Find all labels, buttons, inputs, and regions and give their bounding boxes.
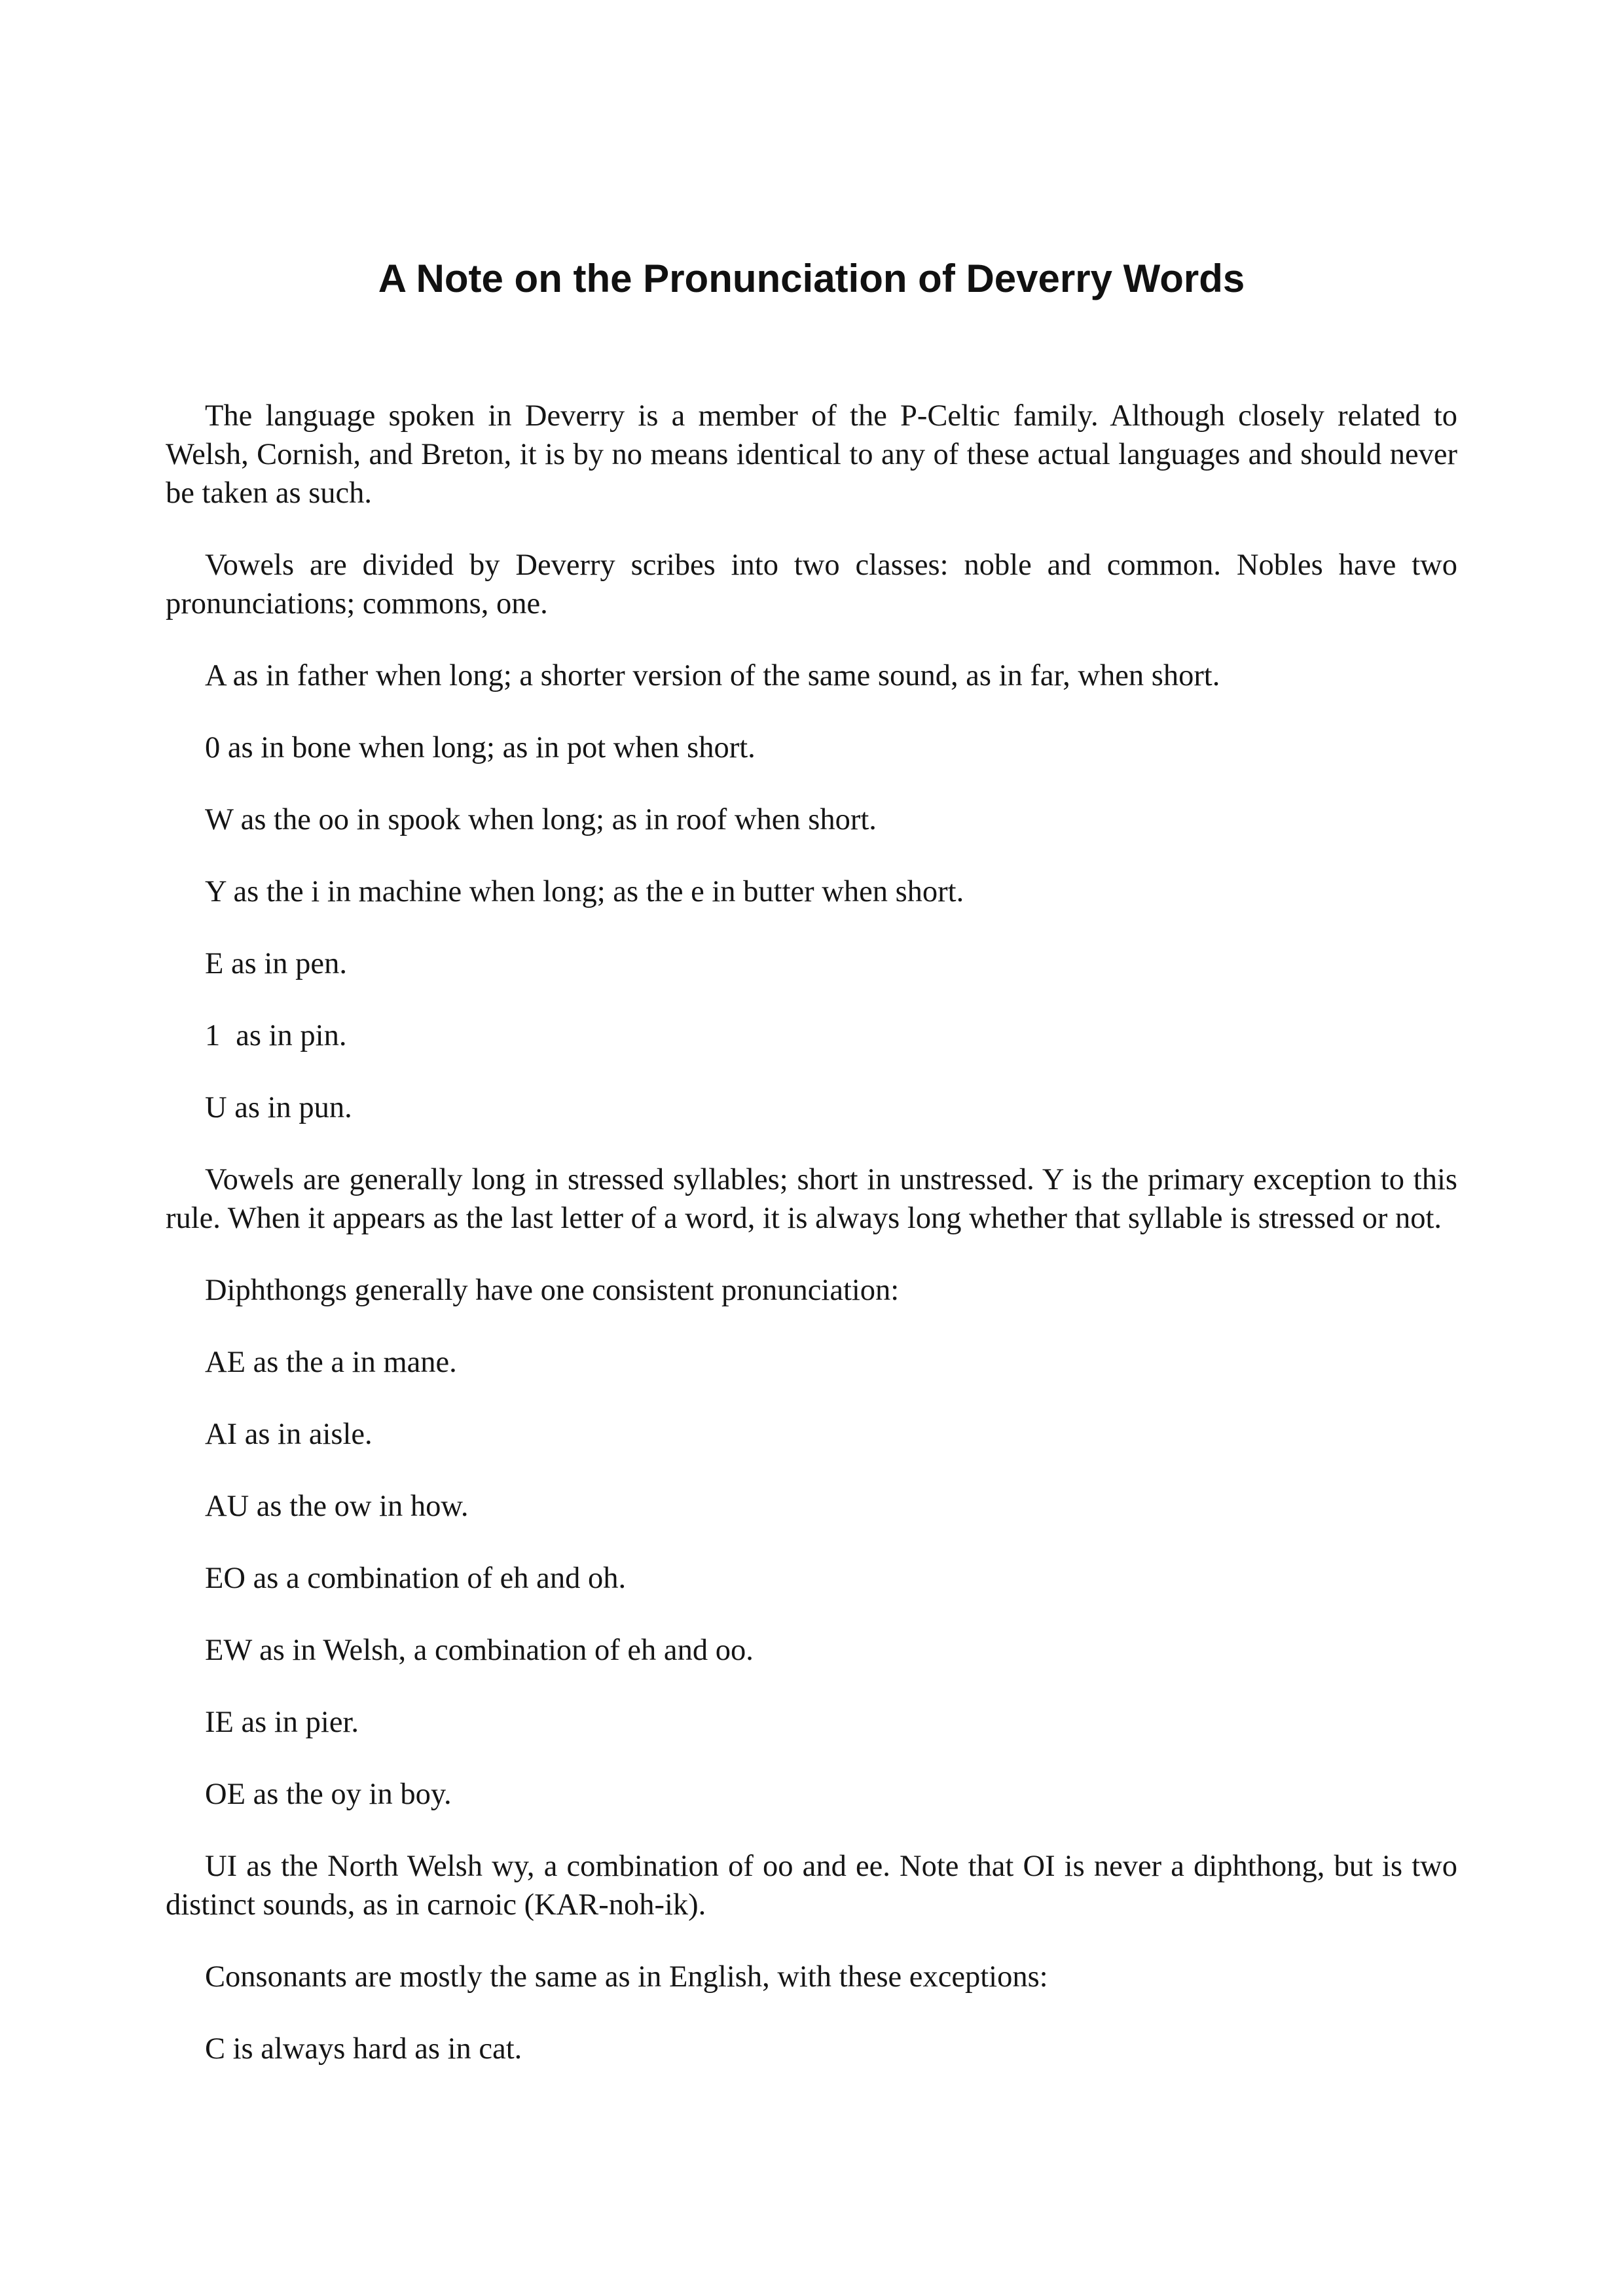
paragraph-vowel-length: Vowels are generally long in stressed syllables; short in unstressed. Y is the primary exception to this rule. When it appears as the last letter of a word, it is always long whether that syllable is stressed or not.: [166, 1163, 1457, 1235]
vowel-i-text: as in pin.: [236, 1019, 347, 1052]
paragraph-diph-oe: OE as the oy in boy.: [205, 1778, 452, 1811]
paragraph-vowel-e: E as in pen.: [205, 947, 347, 980]
paragraph-diph-ew: EW as in Welsh, a combination of eh and oo.: [205, 1634, 754, 1667]
paragraph-diph-eo: EO as a combination of eh and oh.: [205, 1562, 627, 1595]
paragraph-consonants-intro: Consonants are mostly the same as in English, with these exceptions:: [205, 1960, 1048, 1994]
page-title: A Note on the Pronunciation of Deverry Words: [378, 257, 1245, 300]
paragraph-diph-ai: AI as in aisle.: [205, 1418, 373, 1451]
paragraph-vowel-i: [166, 1016, 1457, 1055]
paragraph-vowel-classes: Vowels are divided by Deverry scribes into two classes: noble and common. Nobles have two pronunciations; commons, one.: [166, 548, 1457, 620]
vowel-i-letter: 1: [205, 1019, 221, 1052]
paragraph-vowel-o: 0 as in bone when long; as in pot when short.: [205, 731, 756, 764]
paragraph-intro: The language spoken in Deverry is a member of the P-Celtic family. Although closely related to Welsh, Cornish, and Breton, it is by no means identical to any of these actual languages and should never be taken as such.: [166, 399, 1457, 510]
document-body: [166, 397, 1457, 2102]
paragraph-vowel-y: Y as the i in machine when long; as the e in butter when short.: [205, 875, 964, 908]
paragraph-diph-au: AU as the ow in how.: [205, 1490, 469, 1523]
paragraph-diphthongs-intro: Diphthongs generally have one consistent pronunciation:: [205, 1274, 900, 1307]
paragraph-vowel-u: U as in pun.: [205, 1091, 352, 1124]
paragraph-diph-ie: IE as in pier.: [205, 1706, 359, 1739]
paragraph-vowel-w: W as the oo in spook when long; as in roof when short.: [205, 803, 877, 836]
paragraph-diph-ae: AE as the a in mane.: [205, 1346, 457, 1379]
paragraph-diph-ui: UI as the North Welsh wy, a combination of oo and ee. Note that OI is never a diphthong, but is two distinct sounds, as in carnoic (KAR-noh-ik).: [166, 1850, 1457, 1922]
paragraph-vowel-a: A as in father when long; a shorter version of the same sound, as in far, when short.: [205, 659, 1220, 692]
paragraph-cons-c: C is always hard as in cat.: [205, 2032, 522, 2066]
